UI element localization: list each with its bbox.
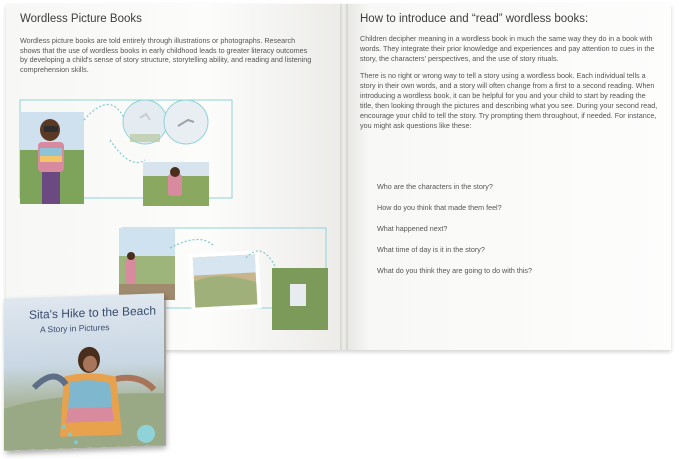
photo-girl-boardwalk (119, 228, 175, 300)
left-page-title: Wordless Picture Books (20, 13, 142, 25)
instructions-paragraph: There is no right or wrong way to tell a story using a wordless book. Each individual tells a story in their own words, and a story will often change from a first to a second reading. When introducing a wordless book, it can be helpful for you and your child to start by reading the title, then looking through the pictures and describing what you see. During your second read, encourage your child to tell the story. Try prompting them throughout, if needed. For instance, you might ask questions like these: (360, 71, 658, 130)
question-list (377, 182, 532, 287)
cover-subtitle: A Story in Pictures (40, 322, 110, 335)
photo-girl-binoculars (20, 112, 84, 204)
book-cover (4, 293, 164, 451)
right-page-body (360, 34, 658, 138)
question-item: Who are the characters in the story? (377, 182, 493, 191)
intro-paragraph: Children decipher meaning in a wordless book in much the same way they do in a book with words. They integrate their prior knowledge and experiences and pay attention to cues in the story, the characters' perspectives, and the use of story rituals. (360, 34, 655, 63)
photo-girl-field (143, 162, 209, 206)
question-item: What time of day is it in the story? (377, 245, 485, 254)
photo-dunes (189, 250, 262, 312)
photo-birds-circles (123, 100, 208, 144)
left-page-body: Wordless picture books are told entirely through illustrations or photographs. Research shows that the use of wordless books in early childhood leads to greater literacy outcomes by developing a child's sense of story structure, storytelling ability, and reading and listening comprehension skills. (20, 36, 312, 74)
photo-bird-grass (272, 268, 328, 330)
question-item: How do you think that made them feel? (377, 203, 502, 212)
right-page-title: How to introduce and “read” wordless books: (360, 13, 589, 25)
cover-title: Sita's Hike to the Beach (29, 303, 157, 322)
question-item: What happened next? (377, 224, 448, 233)
question-item: What do you think they are going to do with this? (377, 266, 533, 275)
cover-photo (4, 293, 164, 451)
